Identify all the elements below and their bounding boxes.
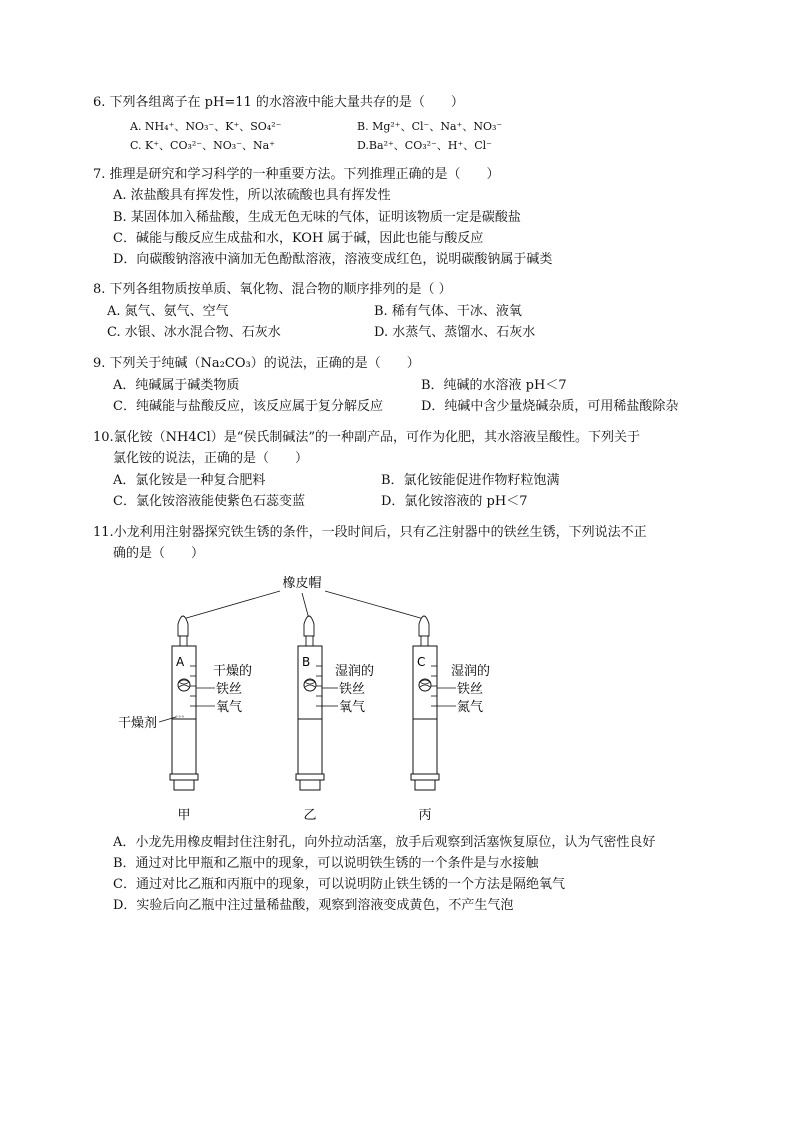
syringe-a bbox=[170, 616, 198, 790]
q8-option-a: A. 氮气、氨气、空气 bbox=[107, 304, 229, 319]
q9-option-b: B．纯碱的水溶液 pH＜7 bbox=[421, 378, 567, 393]
q8-option-d: D. 水蒸气、蒸馏水、石灰水 bbox=[374, 325, 536, 340]
q10-option-a: A．氯化铵是一种复合肥料 bbox=[113, 473, 266, 488]
syringe-b-letter: B bbox=[302, 655, 311, 669]
syringe-c-label-2: 铁丝 bbox=[457, 682, 484, 697]
q6-stem: 6. 下列各组离子在 pH=11 的水溶液中能大量共存的是（ ） bbox=[93, 95, 464, 110]
q9-option-a: A．纯碱属于碱类物质 bbox=[113, 378, 240, 393]
q11-option-c: C．通过对比乙瓶和丙瓶中的现象，可以说明防止铁生锈的一个方法是隔绝氧气 bbox=[113, 877, 565, 892]
q10-option-d: D．氯化铵溶液的 pH＜7 bbox=[381, 494, 528, 509]
q6-option-a: A. NH₄⁺、NO₃⁻、K⁺、SO₄²⁻ bbox=[130, 120, 282, 133]
syringe-b-label-1: 湿润的 bbox=[335, 664, 375, 679]
syringe-c bbox=[411, 616, 439, 790]
syringe-c-label-1: 湿润的 bbox=[451, 664, 491, 679]
q9-option-c: C．纯碱能与盐酸反应，该反应属于复分解反应 bbox=[113, 399, 383, 414]
q8-option-c: C. 水银、冰水混合物、石灰水 bbox=[107, 325, 281, 340]
syringe-c-letter: C bbox=[417, 655, 426, 669]
q7-option-d: D．向碳酸钠溶液中滴加无色酚酞溶液，溶液变成红色，说明碳酸钠属于碱类 bbox=[113, 252, 553, 267]
syringe-a-caption: 甲 bbox=[177, 808, 191, 823]
q11-option-a: A．小龙先用橡皮帽封住注射孔，向外拉动活塞，放手后观察到活塞恢复原位，认为气密性良好 bbox=[113, 835, 656, 850]
syringe-c-caption: 丙 bbox=[418, 808, 432, 823]
q7-option-c: C．碱能与酸反应生成盐和水，KOH 属于碱，因此也能与酸反应 bbox=[113, 231, 484, 246]
syringe-b-caption: 乙 bbox=[303, 808, 317, 823]
desiccant-label: 干燥剂 bbox=[118, 716, 158, 731]
q6-option-b: B. Mg²⁺、Cl⁻、Na⁺、NO₃⁻ bbox=[357, 120, 503, 133]
q7-stem: 7. 推理是研究和学习科学的一种重要方法。下列推理正确的是（ ） bbox=[93, 167, 500, 182]
syringe-a-label-3: 氧气 bbox=[216, 700, 243, 715]
q11-option-b: B．通过对比甲瓶和乙瓶中的现象，可以说明铁生锈的一个条件是与水接触 bbox=[113, 856, 539, 871]
q10-stem-line1: 10.氯化铵（NH4Cl）是“侯氏制碱法”的一种副产品，可作为化肥，其水溶液呈酸性。下列关于 bbox=[93, 430, 641, 445]
q8-stem: 8. 下列各组物质按单质、氧化物、混合物的顺序排列的是（ ） bbox=[93, 282, 452, 297]
syringe-figure bbox=[0, 566, 794, 836]
syringe-a-label-2: 铁丝 bbox=[216, 682, 243, 697]
q8-option-b: B. 稀有气体、干冰、液氧 bbox=[374, 304, 522, 319]
q6-option-c: C. K⁺、CO₃²⁻、NO₃⁻、Na⁺ bbox=[130, 139, 275, 152]
q10-option-b: B．氯化铵能促进作物籽粒饱满 bbox=[381, 473, 560, 488]
q10-option-c: C．氯化铵溶液能使紫色石蕊变蓝 bbox=[113, 494, 305, 509]
cap-label: 橡皮帽 bbox=[282, 576, 322, 591]
q11-option-d: D．实验后向乙瓶中注过量稀盐酸，观察到溶液变成黄色，不产生气泡 bbox=[113, 898, 514, 913]
syringe-b-label-2: 铁丝 bbox=[339, 682, 366, 697]
q11-stem-line1: 11.小龙利用注射器探究铁生锈的条件，一段时间后，只有乙注射器中的铁丝生锈，下列说法不正 bbox=[93, 525, 647, 540]
q7-option-b: B. 某固体加入稀盐酸，生成无色无味的气体，证明该物质一定是碳酸盐 bbox=[113, 210, 521, 225]
syringe-a-letter: A bbox=[176, 655, 185, 669]
q9-option-d: D．纯碱中含少量烧碱杂质，可用稀盐酸除杂 bbox=[421, 399, 679, 414]
q9-stem: 9. 下列关于纯碱（Na₂CO₃）的说法，正确的是（ ） bbox=[93, 356, 420, 371]
q6-option-d: D.Ba²⁺、CO₃²⁻、H⁺、Cl⁻ bbox=[357, 139, 492, 152]
svg-text:∘∘∘: ∘∘∘ bbox=[175, 714, 185, 720]
q11-stem-line2: 确的是（ ） bbox=[113, 546, 205, 561]
q10-stem-line2: 氯化铵的说法，正确的是（ ） bbox=[113, 451, 309, 466]
syringe-c-label-3: 氮气 bbox=[457, 700, 484, 715]
q7-option-a: A. 浓盐酸具有挥发性，所以浓硫酸也具有挥发性 bbox=[113, 188, 391, 203]
syringe-b bbox=[296, 616, 324, 790]
syringe-a-label-1: 干燥的 bbox=[213, 664, 253, 679]
syringe-b-label-3: 氧气 bbox=[339, 700, 366, 715]
